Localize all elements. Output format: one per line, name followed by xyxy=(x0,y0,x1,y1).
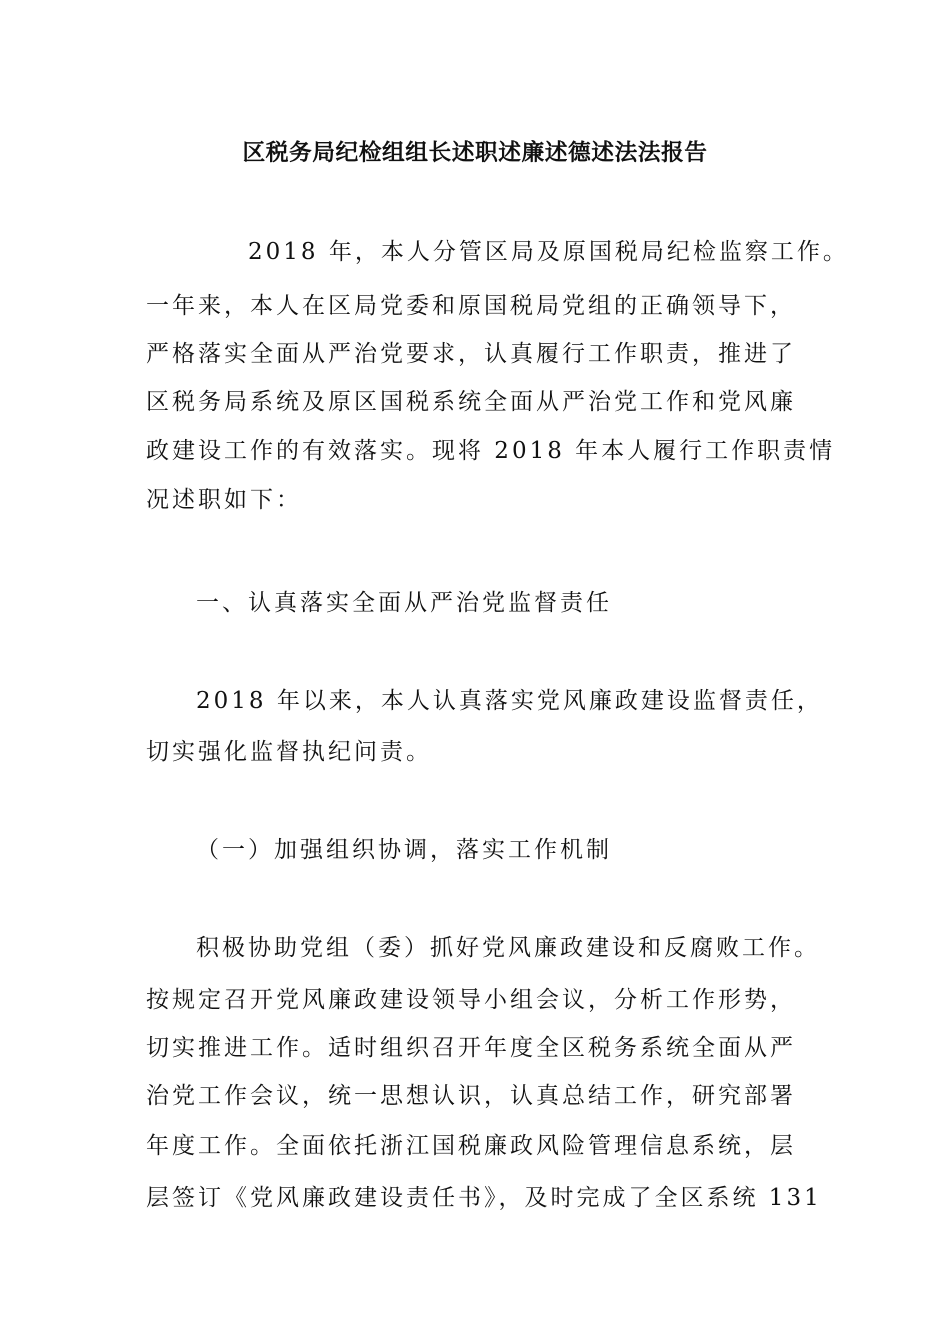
paragraph-3-line-6: 层签订《党风廉政建设责任书》，及时完成了全区系统 131 xyxy=(146,1185,822,1211)
paragraph-1-line-2: 一年来，本人在区局党委和原国税局党组的正确领导下， xyxy=(146,293,796,319)
paragraph-1-line-4: 区税务局系统及原区国税系统全面从严治党工作和党风廉 xyxy=(146,389,796,415)
paragraph-3-line-5: 年度工作。全面依托浙江国税廉政风险管理信息系统，层 xyxy=(146,1133,796,1159)
paragraph-3-line-1: 积极协助党组（委）抓好党风廉政建设和反腐败工作。 xyxy=(196,935,820,961)
paragraph-3-line-3: 切实推进工作。适时组织召开年度全区税务系统全面从严 xyxy=(146,1035,796,1061)
subsection-heading-1: （一）加强组织协调，落实工作机制 xyxy=(196,837,612,863)
paragraph-2-line-1: 2018 年以来，本人认真落实党风廉政建设监督责任， xyxy=(196,688,823,714)
paragraph-1-line-6: 况述职如下： xyxy=(146,487,302,513)
paragraph-1-line-1: 2018 年，本人分管区局及原国税局纪检监察工作。 xyxy=(248,239,849,265)
section-heading-1: 一、认真落实全面从严治党监督责任 xyxy=(196,590,612,616)
paragraph-2-line-2: 切实强化监督执纪问责。 xyxy=(146,739,432,765)
paragraph-3-line-2: 按规定召开党风廉政建设领导小组会议，分析工作形势， xyxy=(146,987,796,1013)
paragraph-1-line-5: 政建设工作的有效落实。现将 2018 年本人履行工作职责情 xyxy=(146,438,836,464)
paragraph-1-line-3: 严格落实全面从严治党要求，认真履行工作职责，推进了 xyxy=(146,341,796,367)
document-title: 区税务局纪检组组长述职述廉述德述法法报告 xyxy=(242,140,708,166)
paragraph-3-line-4: 治党工作会议，统一思想认识，认真总结工作，研究部署 xyxy=(146,1083,796,1109)
